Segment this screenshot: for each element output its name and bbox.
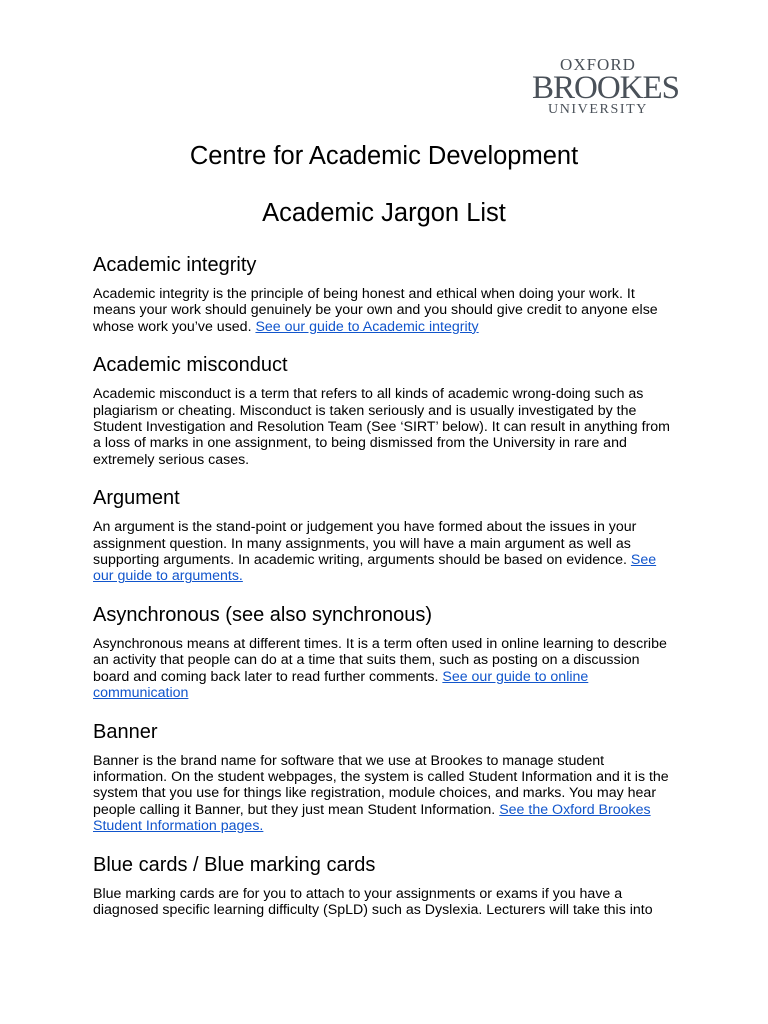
logo-line-brookes: BROOKES (532, 70, 680, 106)
entry-body (93, 519, 673, 585)
entry-body (93, 636, 673, 702)
entry-argument (93, 485, 673, 585)
entry-text: An argument is the stand-point or judgement you have formed about the issues in your assignment question. In many assignments, you will have a main argument as well as supporting arguments. In academic writing, arguments should be based on evidence. (93, 519, 637, 569)
centre-title: Centre for Academic Development (189, 142, 579, 170)
entry-heading: Blue cards / Blue marking cards (93, 853, 376, 876)
entry-body (93, 286, 673, 335)
entry-heading: Asynchronous (see also synchronous) (93, 603, 433, 626)
entry-banner (93, 719, 673, 835)
logo-line-university: UNIVERSITY (548, 102, 648, 117)
online-communication-guide-link[interactable]: See our guide to online communication (93, 668, 589, 702)
entry-heading: Argument (93, 487, 180, 510)
entry-text: Academic misconduct is a term that refers to all kinds of academic wrong-doing such as plagiarism or cheating. Misconduct is taken seriously and is usually investigated by the Student Investigation and Resolution Team (See ‘SIRT’ below). It can result in anything from a loss of marks in one assignment, to being dismissed from the University in rare and extremely serious cases. (93, 386, 671, 468)
entry-text: Blue marking cards are for you to attach to your assignments or exams if you have a diagnosed specific learning difficulty (SpLD) such as Dyslexia. Lecturers will take this into (93, 885, 653, 918)
entry-body (93, 753, 673, 835)
student-information-pages-link[interactable]: See the Oxford Brookes Student Information pages. (93, 801, 651, 835)
entry-academic-misconduct (93, 352, 673, 468)
entry-asynchronous (93, 602, 673, 702)
entry-heading: Academic integrity (93, 254, 257, 276)
entry-blue-cards (93, 852, 673, 919)
entry-heading: Academic misconduct (93, 354, 288, 377)
entry-text: Academic integrity is the principle of being honest and ethical when doing your work. It means your work should genuinely be your own and you should give credit to anyone else whose work you’ve used. (93, 286, 658, 335)
logo-line-oxford: OXFORD (560, 55, 636, 74)
academic-integrity-guide-link[interactable]: See our guide to Academic integrity (255, 318, 479, 335)
entry-text: Banner is the brand name for software that we use at Brookes to manage student information. On the student webpages, the system is called Student Information and it is the system that you use for things like registration, module choices, and marks. You may hear people calling it Banner, but they just mean Student Information. (93, 752, 669, 818)
entry-text: Asynchronous means at different times. It is a term often used in online learning to describe an activity that people can do at a time that suits them, such as posting on a discussion board and coming back later to read further comments. (93, 635, 667, 685)
document-title: Academic Jargon List (262, 199, 506, 227)
arguments-guide-link[interactable]: See our guide to arguments. (93, 552, 657, 585)
entry-body (93, 886, 673, 919)
entry-body (93, 386, 673, 468)
entry-academic-integrity (93, 252, 673, 335)
jargon-list (93, 252, 673, 935)
entry-heading: Banner (93, 720, 158, 743)
oxford-brookes-logo (532, 55, 680, 117)
